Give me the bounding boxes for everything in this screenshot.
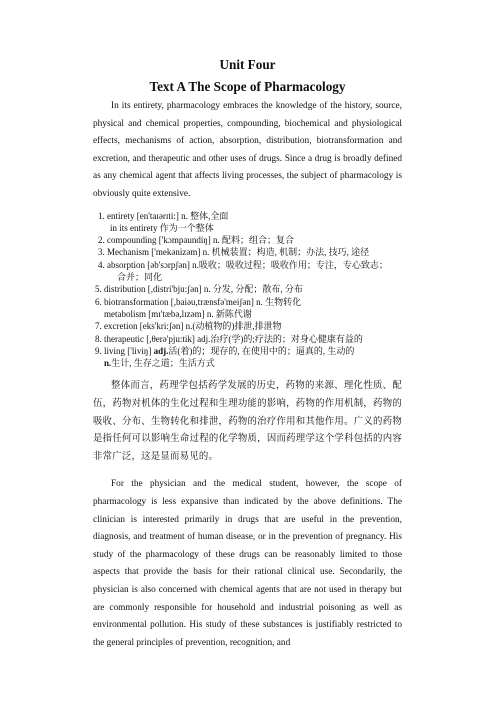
vocab-item-2: 2. compounding ['kɔmpaundiŋ] n. 配料；组合；复合 (98, 235, 295, 246)
vocab-item-1: 1. entirety [en'taɪərɪti:] n. 整体,全面 (98, 210, 229, 221)
vocab-item-9 (93, 345, 402, 357)
vocab-item-3: 3. Mechanism ['mekənizəm] n. 机械装置；构造, 机制；办法, 技巧, 途径 (98, 247, 370, 258)
vocab-item-8: 8. therapeutic [,θerə'pju:tik] adj.治疗(学)的;疗法的；对身心健康有益的 (95, 333, 363, 344)
vocab-item-9-meaning: 活(着)的；现存的, 在使用中的；逼真的, 生动的 (168, 345, 355, 356)
vocab-item-9-word: 9. living ['liviŋ] (95, 345, 154, 356)
vocab-item-7: 7. excretion [eks'kri:ʃən] n.(动植物的)排泄,排泄物 (95, 321, 282, 332)
paragraph-2: For the physician and the medical student, however, the scope of pharmacology is less expansive than indicated by the above definitions. The clinician is interested primarily in drugs that are useful in the prevention, diagnosis, and treatment of human disease, or in the prevention of pregnancy. His study of the pharmacology of these drugs can be reasonably limited to those aspects that provide the basis for their rational clinical use. Secondarily, the physician is also concerned with chemical agents that are not used in therapy but are commonly responsible for household and industrial poisoning as well as environmental pollution. His study of these substances is justifiably restricted to the general principles of prevention, recognition, and (93, 479, 402, 648)
vocabulary-list (93, 210, 402, 370)
unit-heading: Unit Four (219, 57, 276, 72)
vocab-item-9-noun-pos: n. (104, 358, 112, 369)
text-title: Text A The Scope of Pharmacology (149, 79, 346, 94)
vocab-item-9-noun (93, 357, 402, 369)
vocab-item-1-phrase: in its entirety 作为一个整体 (110, 222, 214, 233)
chinese-translation: 整体而言，药理学包括药学发展的历史，药物的来源、理化性质、配伍，药物对机体的生化过程和生理功能的影响，药物的作用机制，药物的吸收、分布、生物转化和排泄，药物的治疗作用和其他作用。广义的药物是指任何可以影响生命过程的化学物质，因而药理学这个学科包括的内容非常广泛，这是显而易见的。 (93, 381, 402, 462)
vocab-item-4-continued: 合并；同化 (117, 272, 163, 283)
vocab-item-6-related: metabolism [mɪ'tæbə,lɪzəm] n. 新陈代谢 (104, 308, 252, 319)
vocab-item-5: 5. distribution [,distri'bju:ʃən] n. 分发, 分配；散布, 分布 (95, 284, 303, 295)
vocab-item-9-noun-meaning: 生计, 生存之道；生活方式 (111, 358, 215, 369)
vocab-item-9-pos: adj. (153, 345, 169, 356)
paragraph-1: In its entirety, pharmacology embraces the knowledge of the history, source, physical and chemical properties, compounding, biochemical and physiological effects, mechanisms of action, absorption, distribution, biotransformation and excretion, and therapeutic and other uses of drugs. Since a drug is broadly defined as any chemical agent that affects living processes, the subject of pharmacology is obviously quite extensive. (93, 101, 402, 199)
vocab-item-4: 4. absorption [əb'sɔrpʃən] n.吸收；吸收过程；吸收作用；专注，专心致志； (98, 259, 388, 270)
vocab-item-6: 6. biotransformation [,baiəu,trænsfə'meiʃən] n. 生物转化 (95, 296, 302, 307)
